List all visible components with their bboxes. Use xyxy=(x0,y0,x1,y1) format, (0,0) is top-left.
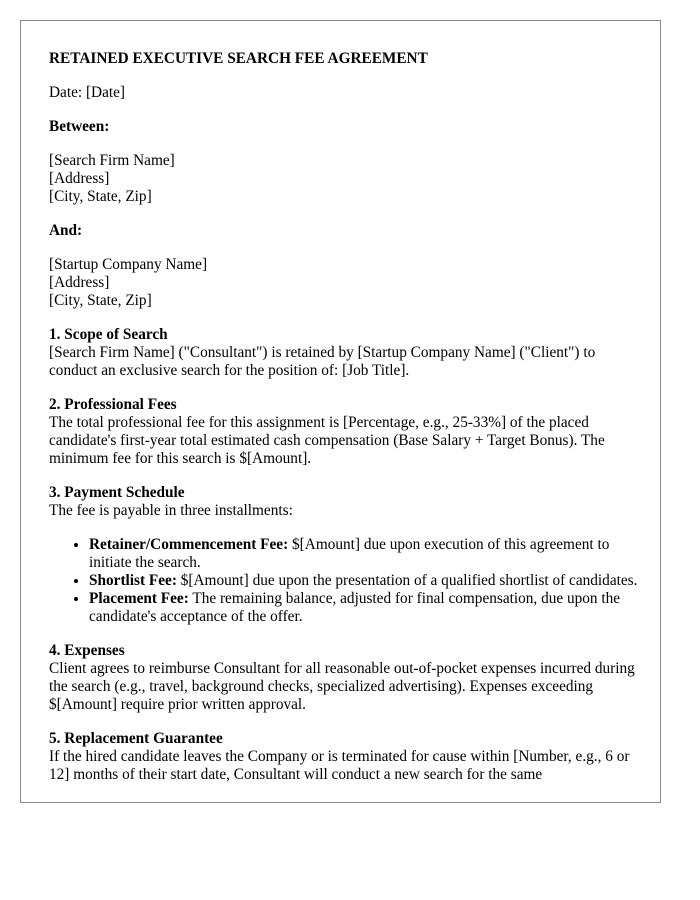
list-item xyxy=(89,536,639,572)
startup-address: [Address] xyxy=(49,274,110,291)
startup-name: [Startup Company Name] xyxy=(49,256,208,273)
section-body: If the hired candidate leaves the Company or is terminated for cause within [Number, e.g., 6 or 12] months of their start date, Consultant will conduct a new search for the same xyxy=(49,748,630,783)
startup-block xyxy=(49,256,639,310)
installment-label: Retainer/Commencement Fee: xyxy=(89,536,289,553)
installment-list xyxy=(49,536,639,626)
section-body: Client agrees to reimburse Consultant for all reasonable out-of-pocket expenses incurred during the search (e.g., travel, background checks, specialized advertising). Expenses exceeding $[Amount] require prior written approval. xyxy=(49,660,635,713)
installment-label: Shortlist Fee: xyxy=(89,572,177,589)
list-item xyxy=(89,572,639,590)
search-firm-block xyxy=(49,152,639,206)
list-item xyxy=(89,590,639,626)
document-page xyxy=(20,20,661,803)
installment-text: The remaining balance, adjusted for final compensation, due upon the candidate's acceptance of the offer. xyxy=(89,590,621,625)
section-replacement-guarantee xyxy=(49,730,639,784)
section-body: The fee is payable in three installments: xyxy=(49,502,293,519)
section-heading: 2. Professional Fees xyxy=(49,396,177,413)
document-content xyxy=(49,50,639,800)
section-heading: 1. Scope of Search xyxy=(49,326,168,343)
section-heading: 3. Payment Schedule xyxy=(49,484,185,501)
search-firm-address: [Address] xyxy=(49,170,110,187)
section-scope xyxy=(49,326,639,380)
document-title: RETAINED EXECUTIVE SEARCH FEE AGREEMENT xyxy=(49,50,428,67)
search-firm-name: [Search Firm Name] xyxy=(49,152,175,169)
section-body: The total professional fee for this assignment is [Percentage, e.g., 25-33%] of the placed candidate's first-year total estimated cash compensation (Base Salary + Target Bonus). The minimum fee for this search is $[Amount]. xyxy=(49,414,605,467)
date-line: Date: [Date] xyxy=(49,84,126,101)
between-label: Between: xyxy=(49,118,110,135)
section-body: [Search Firm Name] ("Consultant") is retained by [Startup Company Name] ("Client") to conduct an exclusive search for the position of: [Job Title]. xyxy=(49,344,596,379)
installment-text: $[Amount] due upon execution of this agreement to initiate the search. xyxy=(89,536,610,571)
section-payment-schedule xyxy=(49,484,639,626)
and-label: And: xyxy=(49,222,83,239)
section-fees xyxy=(49,396,639,468)
section-expenses xyxy=(49,642,639,714)
section-heading: 5. Replacement Guarantee xyxy=(49,730,223,747)
search-firm-city-state-zip: [City, State, Zip] xyxy=(49,188,152,205)
installment-text: $[Amount] due upon the presentation of a qualified shortlist of candidates. xyxy=(176,572,638,589)
startup-city-state-zip: [City, State, Zip] xyxy=(49,292,152,309)
installment-label: Placement Fee: xyxy=(89,590,189,607)
section-heading: 4. Expenses xyxy=(49,642,125,659)
